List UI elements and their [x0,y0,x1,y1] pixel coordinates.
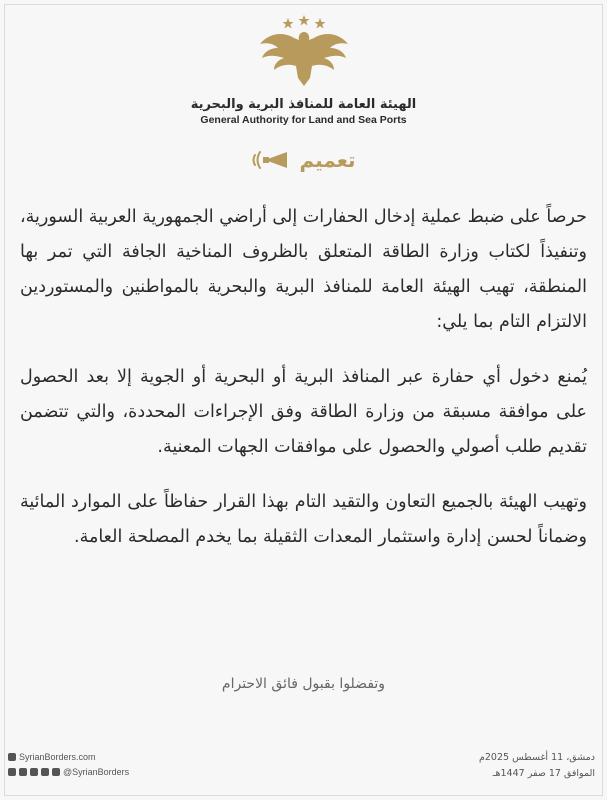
instagram-icon[interactable] [30,768,38,776]
closing-salutation: وتفضلوا بقبول فائق الاحترام [221,676,386,692]
date-hijri: الموافق 17 صفر 1447هـ [492,768,595,779]
facebook-icon[interactable] [8,768,16,776]
globe-icon [8,753,16,761]
paragraph-rule: يُمنع دخول أي حفارة عبر المنافذ البرية أو البحرية أو الجوية إلا بعد الحصول على موافقة مسبقة من وزارة الطاقة وفق الإجراءات المحددة، والتي تتضمن تقديم طلب أصولي والحصول على موافقات الجهات المعنية. [20,367,587,457]
telegram-icon[interactable] [41,768,49,776]
footer-date [479,750,595,782]
megaphone-icon [251,149,291,171]
website-link[interactable]: SyrianBorders.com [19,752,96,762]
paragraph-appeal: وتهيب الهيئة بالجميع التعاون والتقيد التام بهذا القرار حفاظاً على الموارد المائية وضماناً لحسن إدارة واستثمار المعدات الثقيلة بما يخدم المصلحة العامة. [20,492,587,547]
org-name-english: General Authority for Land and Sea Ports [200,114,407,126]
x-icon[interactable] [19,768,27,776]
title-row [0,148,607,172]
social-row [8,767,129,777]
website-row [8,752,129,762]
youtube-icon[interactable] [52,768,60,776]
date-gregorian: دمشق، 11 أغسطس 2025م [478,752,595,763]
eagle-emblem-icon [254,14,354,89]
social-handle[interactable]: @SyrianBorders [63,767,130,777]
paragraph-intro: حرصاً على ضبط عملية إدخال الحفارات إلى أراضي الجمهورية العربية السورية، وتنفيذاً لكتاب وزارة الطاقة المتعلق بالظروف المناخية الجافة التي تمر بها المنطقة، تهيب الهيئة العامة للمنافذ البرية والبحرية بالمواطنين والمستوردين الالتزام التام بما يلي: [20,207,587,332]
document-title: تعميم [299,148,356,172]
document-body [20,200,587,575]
org-name-arabic: الهيئة العامة للمنافذ البرية والبحرية [190,97,417,112]
footer-social [8,752,129,782]
letterhead [0,14,607,126]
